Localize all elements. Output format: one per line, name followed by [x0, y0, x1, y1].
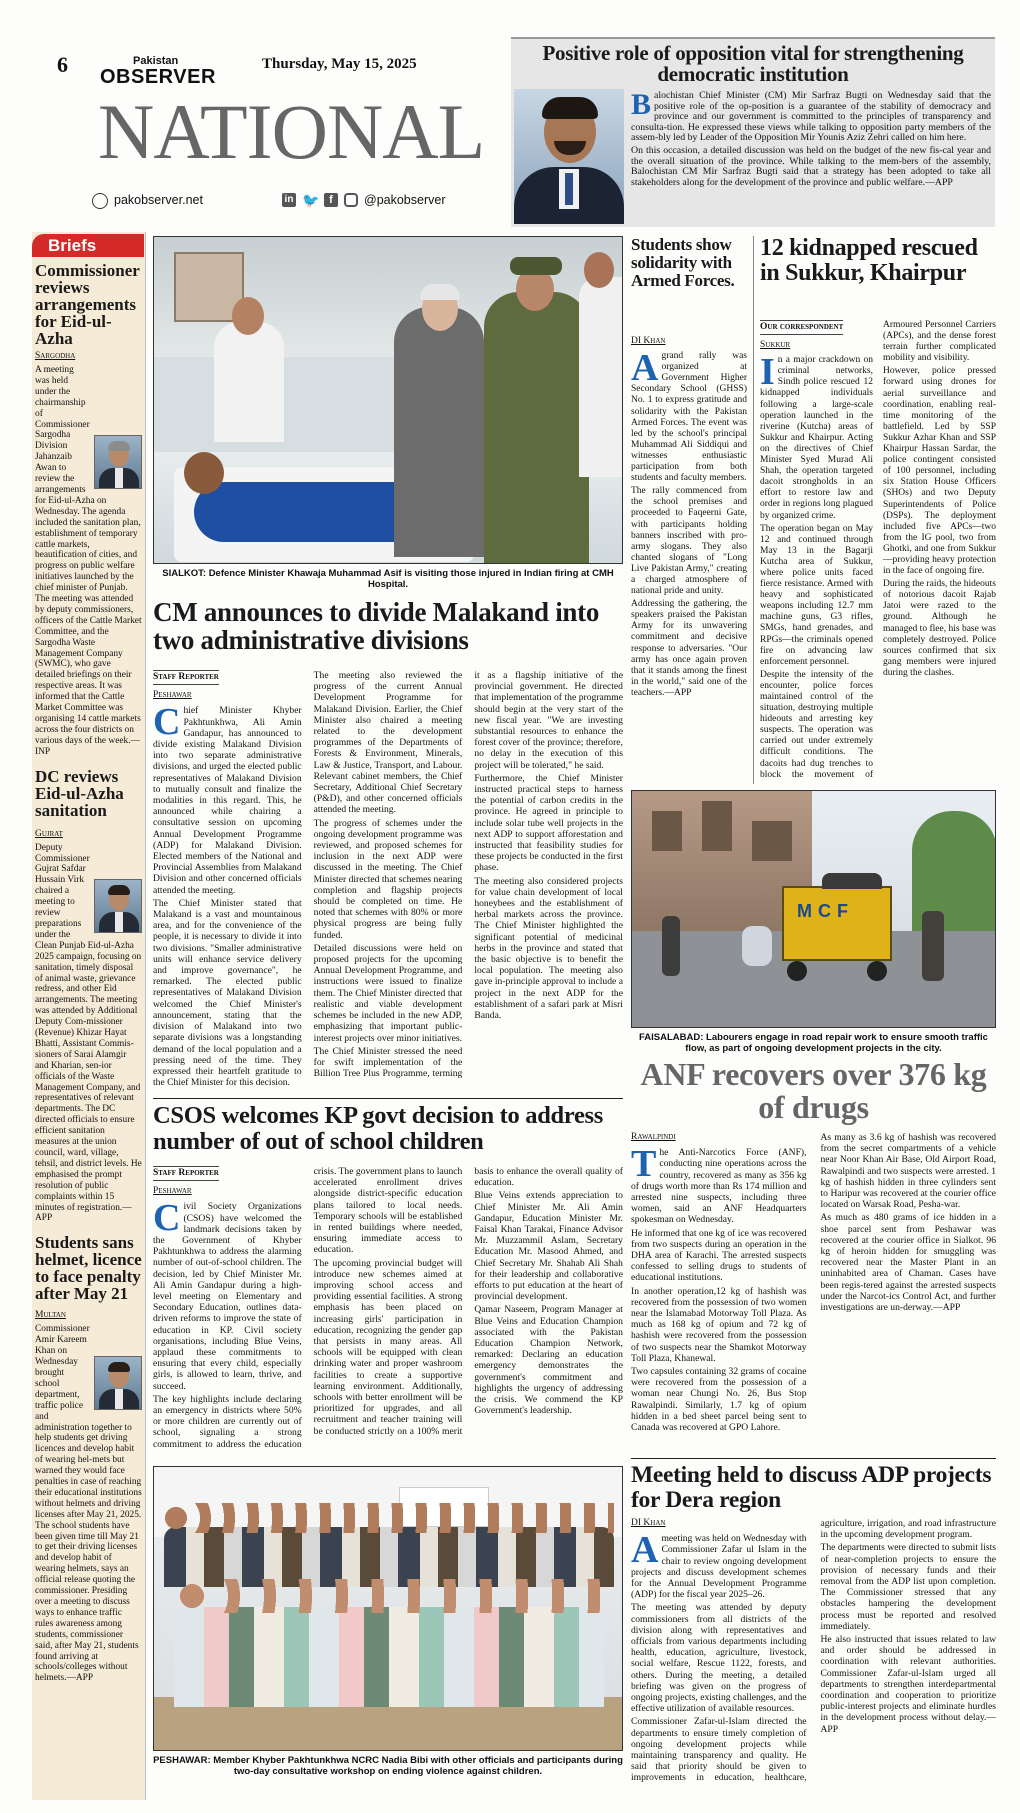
brief-body-3: Commissioner Amir Kareem Khan on Wednesday brought school department, traffic police and administration together to help students get driving licences and develop habit of wearing hel-mets but warned they would face penalties in case of reaching their educational institutions without helmets and driving licenses after May 21, 2025. The school students have been given time till May 21 to get their driving licenses and develop habit of wearing helmets, says an official release quoting the commissioner. Presiding over a meeting to discuss ways to enhance traffic rules awareness among students, commissioner said, after May 21, students found arriving at schools/colleges without helmets.—APP [35, 1324, 142, 1684]
brief-place-2: Gujrat [35, 828, 63, 839]
dera-paragraph-3: Commissioner Zafar-ul-Islam directed the departments to ensure timely completion of ongoing development projects while maintaining transparency and quality. He said that priority should be given to improvements in education, healthcare, agriculture, irrigation, and road infrastructure in the upcoming development program. [631, 1518, 996, 1784]
students-headline: Students show solidarity with Armed Forces. [631, 235, 735, 290]
csos-dateline: Peshawar [153, 1186, 192, 1197]
photo-sialkot-hospital [153, 236, 623, 564]
students-body [631, 336, 747, 784]
dropcap: C [153, 1197, 181, 1240]
kidnapped-paragraph-1: In a major crackdown on criminal networks, Sindh police rescued 12 kidnapped individuals following a large-scale operation launched in the riverine (Kutcha) areas of Sukkur and Khairpur. Acting on the directives of Chief Minister Syed Murad Ali Shah, the operation targeted dacoit strongholds in an effort to restore law and order in regions long plagued by organized crime. [760, 351, 873, 521]
dropcap: A [631, 1529, 659, 1572]
lead-paragraph-2: On this occasion, a detailed discussion was held on the budget of the new fis-cal year and the overall situation of the province. While talking to the mem-bers of the assembly, Balochistan CM Mir Sarfraz Bugti said that a strategy has been adopted to take all stakeholders along for the development of the province and public welfare.—APP [631, 144, 991, 188]
anf-body [631, 1132, 996, 1454]
lead-headline: Positive role of opposition vital for strengthening democratic institution [542, 41, 964, 86]
kidnapped-paragraph-2: The operation began on May 12 and continued through May 13 in the Bagarji Kutcha area of Sukkur, where police units faced fierce resistance. Armed with heavy and sophisticated weapons including 12.7 mm machine guns, G3 rifles, SMGs, hand grenades, and RPGs—the criminals opened fire on advancing law enforcement personnel. [760, 523, 873, 667]
social-handle[interactable]: @pakobserver [364, 193, 446, 207]
issue-date: Thursday, May 15, 2025 [262, 56, 417, 72]
csos-paragraph-4: Blue Veins extends appreciation to Chief Minister Mr. Ali Amin Gandapur, Education Minister Mr. Faisal Khan Tarakai, Finance Advisor Mr. Muzzammil Aslam, Secretary Education Mr. Masood Ahmed, and Chief Secretary Mr. Shahab Ali Shah for their leadership and collaborative efforts to put education at the heart of provincial development. [474, 1190, 623, 1303]
malakand-byline: Staff Reporter [153, 670, 219, 685]
brief-photo-2 [94, 879, 142, 933]
section-title: NATIONAL [98, 88, 485, 175]
divider [153, 1098, 623, 1099]
photo-peshawar-caption: PESHAWAR: Member Khyber Pakhtunkhwa NCRC Nadia Bibi with other officials and participants during two-day consultative workshop on ending violence against children. [153, 1755, 623, 1777]
csos-headline: CSOS welcomes KP govt decision to address number of out of school children [153, 1102, 604, 1155]
photo-faisalabad-caption: FAISALABAD: Labourers engage in road repair work to ensure smooth traffic flow, as part of ongoing development projects in the city. [639, 1032, 988, 1054]
paper-name: OBSERVER [100, 66, 216, 88]
malakand-paragraph-4: The progress of schemes under the ongoing development programme was reviewed, and proposed schemes for inclusion in the next ADP were discussed in the meeting. The Chief Minister directed that schemes nearing completion and flagship projects should be completed on time. He noted that schemes with 80% or more physical progress are being fully funded. [313, 817, 463, 941]
kidnapped-dateline: Sukkur [760, 340, 791, 351]
dera-paragraph-4: The departments were directed to submit lists of near-completion projects to ensure the provision of necessary funds and their removal from the ADP list upon completion. The Commissioner stressed that any obstacles hampering the development process must be reported and resolved immediately. [820, 1542, 996, 1632]
dera-dateline: DI Khan [631, 1518, 666, 1528]
masthead [30, 0, 510, 220]
truck-label: MCF [797, 901, 854, 921]
malakand-paragraph-7: Furthermore, the Chief Minister instructed practical steps to harness the potential of carbon credits in the province. He agreed in principle to include solar tube well projects in the next ADP to support afforestation and instructed that feasibility studies for these projects be conducted in the first phase. [474, 772, 623, 874]
dropcap: C [153, 701, 181, 744]
students-paragraph-1: A grand rally was organized at Government Higher Secondary School (GHSS) No. 1 to express gratitude and solidarity with the Pakistan Armed Forces. The event was led by the school's principal Muhammad Ali Siddiqui and witnesses enthusiastic participation from both students and faculty members. [631, 347, 747, 484]
dera-paragraph-1: A meeting was held on Wednesday with Commissioner Zafar ul Islam in the chair to review ongoing development projects and discuss development schemes for the Annual Development Programme (ADP) for the fiscal year 2025–26. [631, 1529, 807, 1601]
anf-paragraph-2: He informed that one kg of ice was recovered from two suspects during an operation in the DHA area of Karachi. The arrested suspects confessed to selling drugs to students of educational institutions. [631, 1227, 807, 1284]
csos-body [153, 1166, 623, 1458]
dropcap: A [631, 347, 659, 390]
csos-paragraph-3: The upcoming provincial budget will introduce new schemes aimed at improving school access and providing essential facilities. A strong emphasis has been placed on increasing girls' participation in education, recognizing the gender gap that persists in many areas. All schools will be equipped with clean drinking water and proper washroom facilities to create a supportive learning environment. Additionally, schools with better enrollment will be prioritized for upgrades, and all recruitment and teacher training will be conducted strictly on a 100% merit basis to enhance the overall quality of education. [313, 1166, 623, 1437]
malakand-paragraph-2: The Chief Minister stated that Malakand is a vast and mountainous area, and for the convenience of the people, it is necessary to divide it into two divisions. "Smaller administrative units will enhance service delivery and improve governance", he remarked. The elected public representatives of Malakand Division welcomed the Chief Minister's announcement, stating that the division of Malakand into two separate divisions was a longstanding demand of the local population and a pressing need of the time. They expressed their heartfelt gratitude to the Chief Minister for this decision. [153, 897, 302, 1089]
malakand-paragraph-8: The meeting also considered projects for value chain development of local honeybees and the establishment of herbal markets across the province. The Chief Minister highlighted the significant potential of medicinal herbs in the province and stated that the basic objective is to benefit the local population. The meeting also gave in-principle approval to include a project in the next ADP for the establishment of a safari park at Misri Banda. [474, 875, 623, 1022]
dropcap: I [760, 351, 775, 394]
photo-faisalabad-road [631, 790, 996, 1028]
lead-portrait [514, 89, 624, 224]
dropcap: B [631, 88, 652, 121]
brief-title-1: Commissioner reviews arrangements for Eid-ul-Azha [35, 261, 140, 348]
students-paragraph-2: The rally commenced from the school premises and proceeded to Faqeerni Gate, with participants holding banners inscribed with pro-army slogans. They also chanted slogans of "Long Live Pakistan Army," creating a charged atmosphere of national pride and unity. [631, 486, 747, 597]
malakand-headline: CM announces to divide Malakand into two administrative divisions [153, 597, 600, 655]
divider [631, 1458, 996, 1459]
site-row [92, 192, 512, 212]
briefs-column [32, 232, 146, 1800]
kidnapped-byline: Our correspondent [760, 320, 843, 335]
malakand-paragraph-3: The meeting also reviewed the progress of the current Annual Development Programme for Malakand Division. Earlier, the Chief Minister also chaired a meeting related to the development programmes of the Departments of Forests & Environment, Minerals, Law & Justice, Transport, and Labour. Relevant cabinet members, the Chief Secretary, Additional Chief Secretary (P&D), and other concerned officials attended the meeting. [313, 670, 463, 816]
anf-paragraph-1: The Anti-Narcotics Force (ANF), conducting nine operations across the country, recovered as many as 356 kg of drugs worth more than Rs 174 million and arrested nine suspects, including three women, said an ANF Headquarters spokesman on Wednesday. [631, 1143, 807, 1226]
lead-paragraph-1: Balochistan Chief Minister (CM) Mir Sarfraz Bugti on Wednesday said that the positive role of the op-position is a guarantee of the stability of democracy and province and our government is committed to the principles of transparency and consulta-tion. He expressed these views while talking to opposition party members of the assem-bly led by Leader of the Opposition Mir Younis Aziz Zehri called on him here. [631, 88, 991, 144]
photo-peshawar-workshop [153, 1466, 623, 1751]
page-number: 6 [57, 52, 68, 77]
photo-sialkot-caption: SIALKOT: Defence Minister Khawaja Muhammad Asif is visiting those injured in Indian firing at CMH Hospital. [162, 568, 614, 590]
brief-place-3: Multan [35, 1310, 66, 1321]
brief-photo-3 [94, 1356, 142, 1410]
kidnapped-body [760, 320, 996, 784]
twitter-icon[interactable]: 🐦 [302, 192, 320, 208]
malakand-body [153, 670, 623, 1090]
brief-body-1: A meeting was held under the chairmanship of Commissioner Sargodha Division Jahanzaib Awan to review the arrangements for Eid-ul-Azha on Wednesday. The agenda included the sanitation plan, establishment of temporary cattle markets, beautification of cities, and progress on public welfare initiatives launched by the chief minister of Punjab. The meeting was attended by deputy commissioners, officers of the Cattle Market Committee, and the Sargodha Waste Management Company (SWMC), who gave detailed briefings on their respective areas. It was informed that the Cattle Market Committee was organising 14 cattle markets across the four districts on various days of the week.—INP [35, 365, 142, 757]
anf-paragraph-5: As many as 3.6 kg of hashish was recovered from the secret compartments of a vehicle near Noor Khan Air Base, Old Airport Road, Rawalpindi and two suspects were arrested. 1 kg of hashish hidden in three cylinders sent to Haripur was recovered at the courier office located on Warsak Road, Pesha-war. [820, 1132, 996, 1211]
anf-dateline: Rawalpindi [631, 1132, 676, 1142]
anf-paragraph-6: As much as 480 grams of ice hidden in a shoe parcel sent from Peshawar was recovered at the courier office in Sialkot. 96 kg of heroin hidden for smuggling was recovered near the Master Plant in an uninhabited area of Chaman. Cases have been regis-tered against the arrested suspects under the Narcot-ics Control Act, and further investigations are un-derway.—APP [820, 1212, 996, 1314]
lead-story [511, 37, 995, 227]
malakand-dateline: Peshawar [153, 690, 192, 701]
website-link[interactable]: pakobserver.net [114, 193, 203, 207]
column-divider [753, 236, 754, 784]
anf-paragraph-3: In another operation,12 kg of hashish was recovered from the possession of two women near the Islamabad Motorway Toll Plaza. As much as 168 kg of opium and 72 kg of hashish were recovered from the possession of two suspects near the Shamkot Motorway Toll Plaza, Khanewal. [631, 1285, 807, 1364]
facebook-icon[interactable]: f [324, 193, 338, 207]
students-dateline: DI Khan [631, 336, 666, 346]
csos-paragraph-5: Qamar Naseem, Program Manager at Blue Veins and Education Champion associated with the Pakistan Education Champion Network, remarked: Declaring an education emergency demonstrates the government's commitment and highlights the urgency of addressing the crisis. We commend the KP Government's leadership. [474, 1304, 623, 1417]
malakand-paragraph-1: Chief Minister Khyber Pakhtunkhwa, Ali Amin Gandapur, has announced to divide existing Malakand Division into two separate administrative divisions, and urged the elected public representatives of Malakand Division to mutually consult and finalize the modalities in this regard. This, he announced while chairing a consultative session on upcoming Annual Development Programme (ADP) for Malakand Division. Elected members of the National and Provincial Assemblies from Malakand Division and other concerned officials attended the meeting. [153, 701, 302, 896]
csos-paragraph-2: The key highlights include declaring an emergency in districts where 50% or more children are currently out of school, signaling a strong commitment to address the education crisis. The government plans to launch accelerated enrollment drives alongside district-specific education plans tailored to local needs. Temporary schools will be established in rented buildings where needed, ensuring immediate access to education. [153, 1166, 463, 1450]
brief-body-2: Deputy Commissioner Gujrat Safdar Hussain Virk chaired a meeting to review preparations under the Clean Punjab Eid-ul-Azha 2025 campaign, focusing on sanitation, timely disposal of animal waste, grievance redress, and other Eid arrangements. The meeting was attended by Additional Deputy Com-missioner (Revenue) Khizar Hayat Bhatti, Assistant Commis-sioners of Sarai Alamgir and Kharian, sen-ior officials of the Waste Management Company, and representatives of relevant departments. The DC directed officials to ensure efficient sanitation measures at the union council, ward, village, tehsil, and district levels. He emphasised the prompt resolution of public complaints within 15 minutes of registration.—APP [35, 842, 142, 1224]
csos-byline: Staff Reporter [153, 1166, 219, 1181]
dera-body [631, 1518, 996, 1800]
malakand-paragraph-6: The Chief Minister stressed the need for swift implementation of the Billion Tree Plus Programme, terming it as a flagship initiative of the provincial government. He directed that implementation of the programme should begin at the very start of the new fiscal year. "We are investing substantial resources to enhance the forest cover of the province; therefore, no delay in the execution of this project will be tolerated," he said. [313, 670, 623, 1080]
dropcap: T [631, 1143, 657, 1186]
malakand-paragraph-5: Detailed discussions were held on proposed projects for the upcoming Annual Development Programme, and instructions were issued to finalize them. The Chief Minister directed that realistic and viable development schemes be included in the new ADP, emphasizing that important public-interest projects over minor initiatives. [313, 942, 463, 1044]
lead-body [631, 88, 991, 227]
brief-title-3: Students sans helmet, licence to face penalty after May 21 [35, 1233, 142, 1304]
dera-paragraph-5: He also instructed that issues related to law and order should be addressed in coordination with relevant authorities. Commissioner Zafar-ul-Islam urged all departments to strengthen interdepartmental coordination and cooperation to prioritize public-interest projects and eliminate hurdles in the development process without delay.—APP [820, 1634, 996, 1735]
kidnapped-paragraph-3: Despite the intensity of the encounter, police forces maintained control of the situation, destroying multiple hideouts and arresting key suspects. The operation was carried out under extremely difficult conditions. The dacoits had dug trenches to block the movement of Armoured Personnel Carriers (APCs), and the dense forest terrain further complicated mobility and visibility. [760, 320, 996, 780]
globe-icon [92, 193, 108, 209]
brief-title-2: DC reviews Eid-ul-Azha sanitation [35, 766, 124, 820]
paper-small-name: Pakistan [133, 55, 179, 67]
csos-paragraph-1: Civil Society Organizations (CSOS) have welcomed the landmark decisions taken by the Government of Khyber Pakhtunkhwa to address the alarming number of out-of-school children. The decision, led by Chief Minister Mr. Ali Amin Gandapur during a high-level meeting on Elementary and Secondary Education, outlines data-driven reforms to improve the state of education in KP. Civil society organisations, including Blue Veins, applaud these commitments to ensuring that every child, especially girls, is allowed to learn, thrive, and succeed. [153, 1197, 302, 1392]
kidnapped-headline: 12 kidnapped rescued in Sukkur, Khairpur [760, 235, 978, 286]
kidnapped-paragraph-5: During the raids, the hideouts of notorious dacoit Rajab Jatoi were razed to the ground. Although he managed to flee, his base was completely destroyed. Police sources confirmed that six gang members were injured during the clashes. [883, 579, 996, 678]
anf-paragraph-4: Two capsules containing 32 grams of cocaine were recovered from the possession of a woman near Chungi No. 26, Bus Stop Rawalpindi. Similarly, 1.7 kg of opium hidden in a bed sheet parcel being sent to Canada was recovered at GPO Lahore. [631, 1366, 807, 1434]
briefs-label: Briefs [32, 234, 144, 257]
instagram-icon[interactable] [344, 193, 358, 207]
anf-headline: ANF recovers over 376 kg of drugs [640, 1056, 987, 1125]
kidnapped-paragraph-4: However, police pressed forward using drones for aerial surveillance and coordination, enabling real-time monitoring of the battlefield. Led by SSP Sukkur Azhar Khan and SSP Khairpur Hassan Sardar, the police contingent consisted of 100 personnel, including six Station House Officers (SHOs) and two Deputy Superintendents of Police (DSPs). The deployment included five APCs—two from the IG pool, two from Ghotki, and one from Sukkur—providing heavy protection in the face of ongoing fire. [883, 366, 996, 577]
dera-headline: Meeting held to discuss ADP projects for Dera region [631, 1462, 992, 1513]
linkedin-icon[interactable]: in [282, 193, 296, 207]
brief-place-1: Sargodha [35, 351, 76, 361]
dera-paragraph-2: The meeting was attended by deputy commissioners from all districts of the division along with representatives and officials from various departments including health, education, agriculture, livestock, social welfare, Rescue 1122, forests, and others. During the meeting, a detailed briefing was given on the progress of ongoing projects, existing challenges, and the effective utilization of available resources. [631, 1602, 807, 1715]
students-paragraph-3: Addressing the gathering, the speakers praised the Pakistan Army for its unwavering commitment and decisive response to adversaries. "Our army has once again proven that it stands among the finest in the world," said one of the teachers.—APP [631, 599, 747, 698]
brief-photo-1 [94, 435, 142, 489]
